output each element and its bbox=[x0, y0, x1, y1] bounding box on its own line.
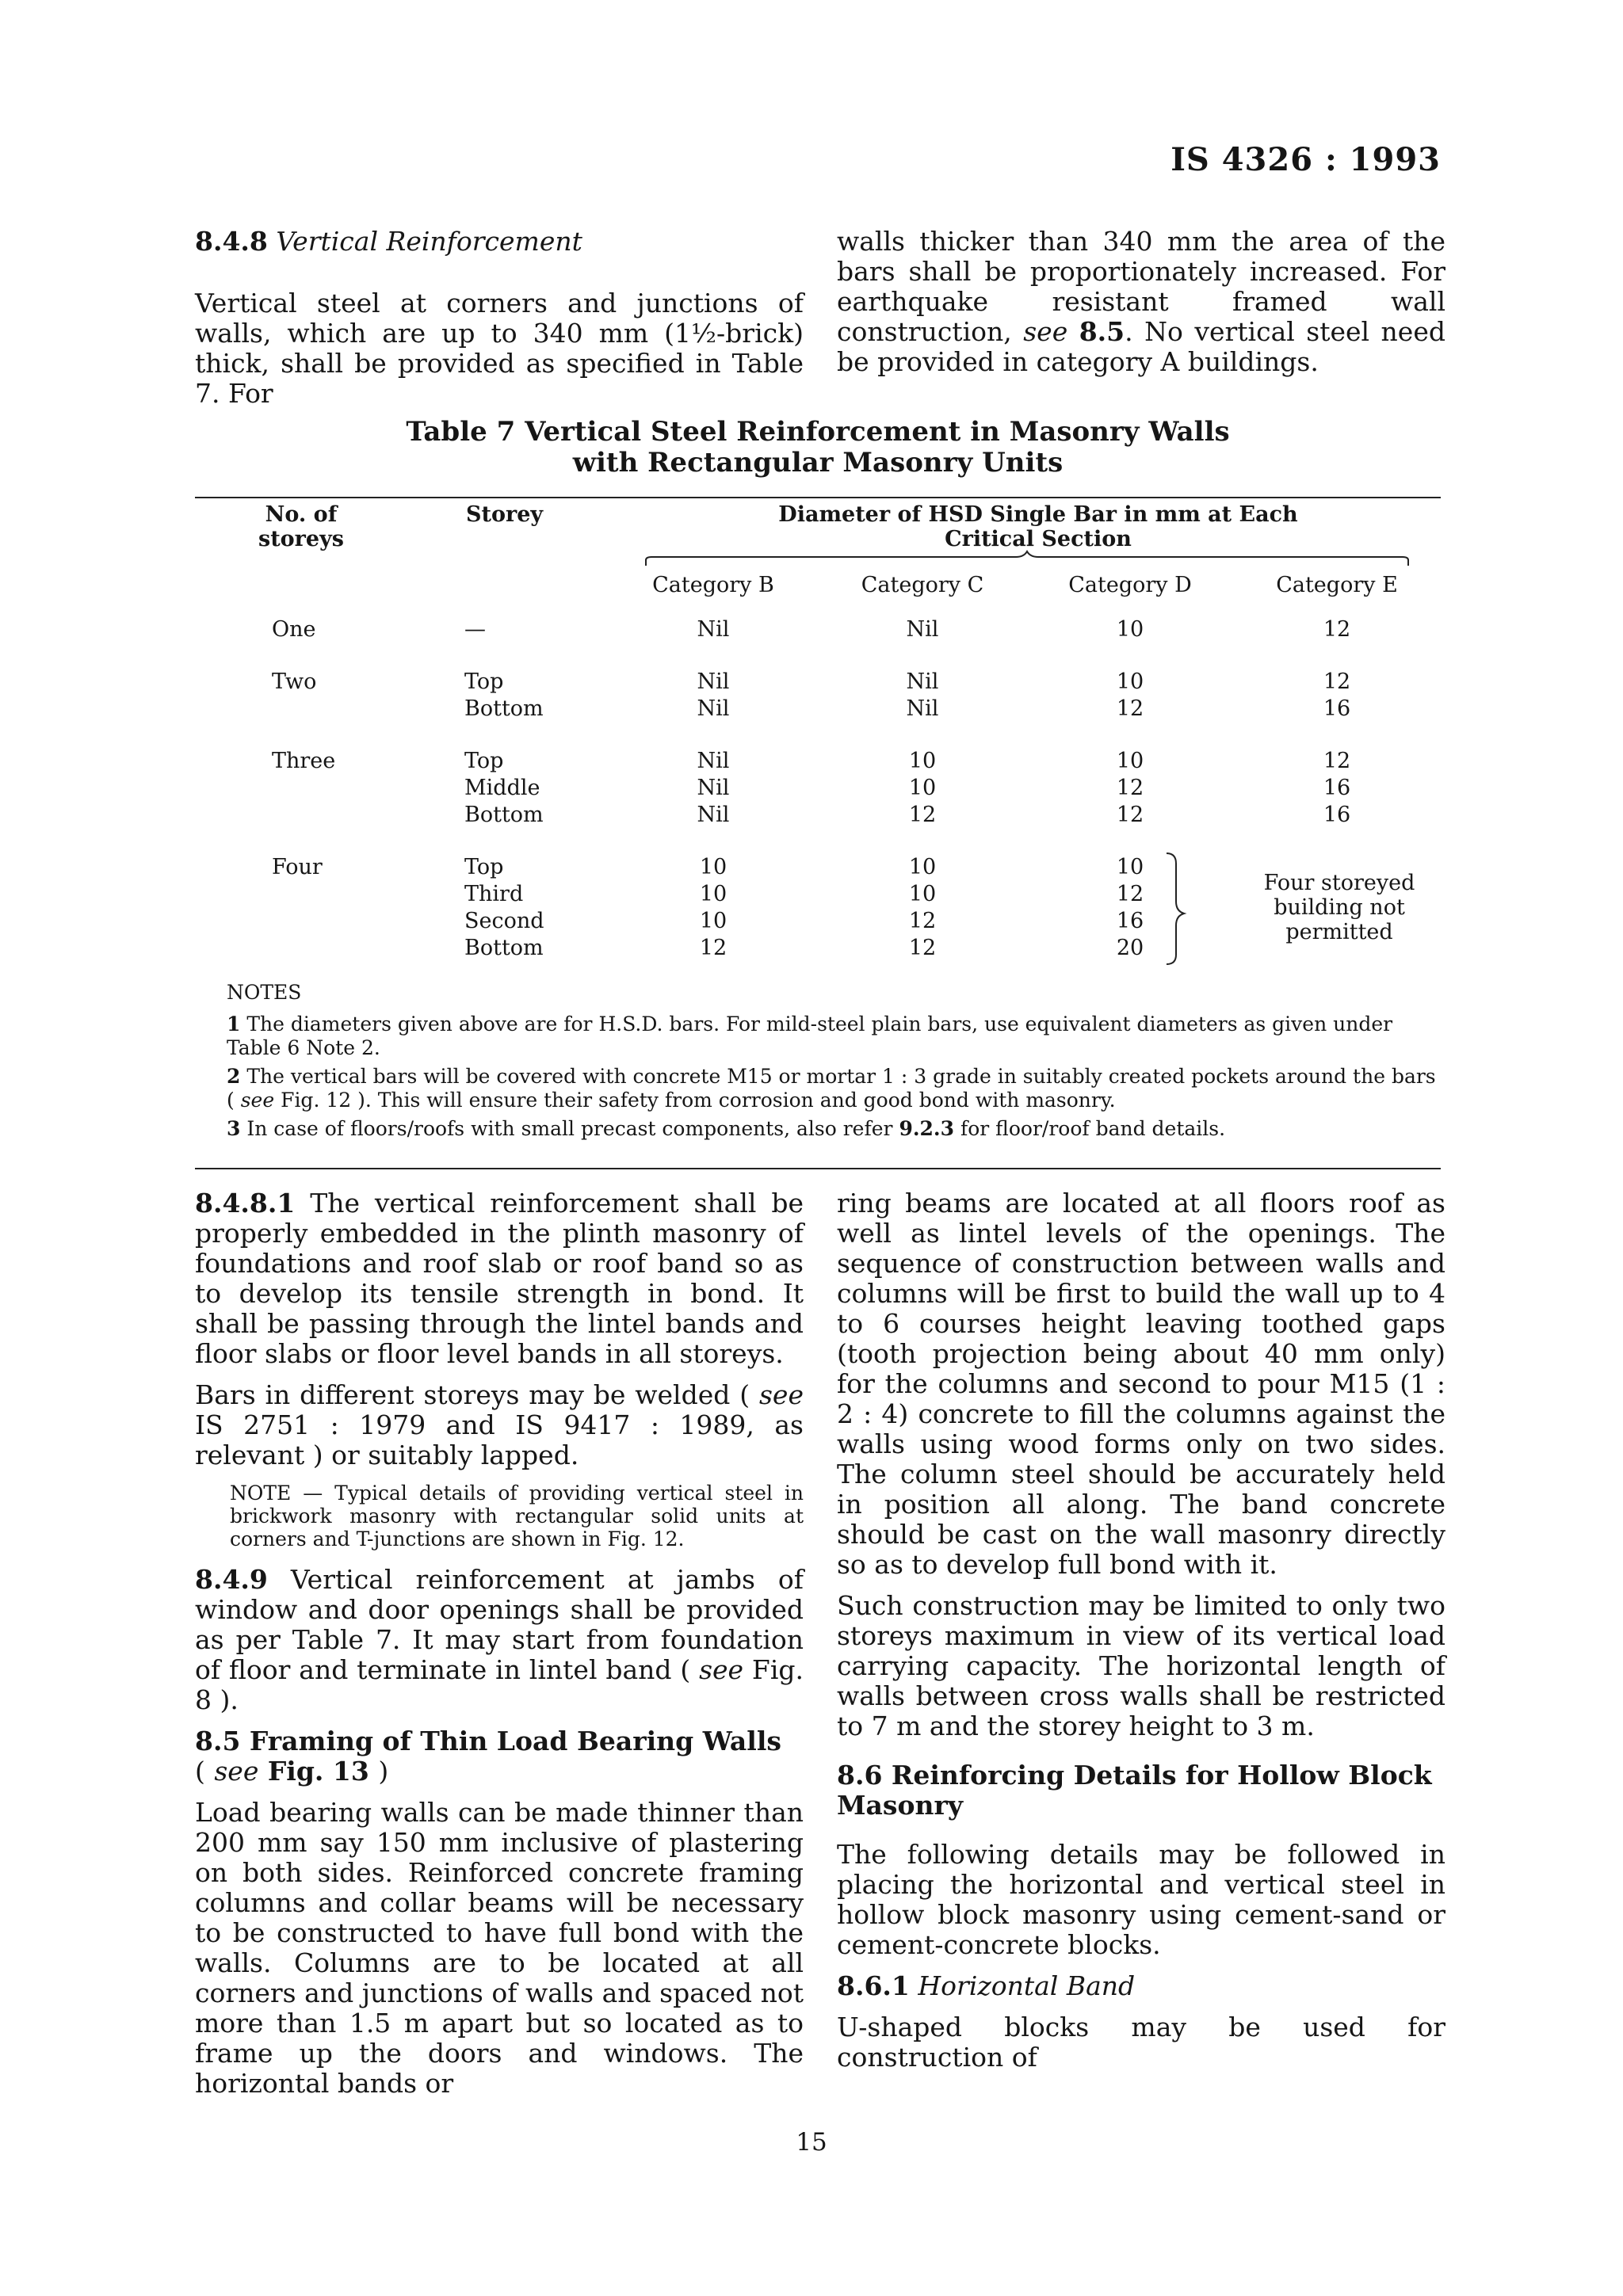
note-1: 1 The diameters given above are for H.S.D. bars. For mild-steel plain bars, use equivalent diameters as given under Table 6 Note 2. bbox=[227, 1013, 1393, 1059]
column-header-category-b: Category B bbox=[652, 573, 774, 597]
paragraph: ring beams are located at all floors roof as well as lintel levels of the openings. The sequence of construction between walls and columns will be first to build the wall up to 4 to 6 courses height leaving toothed gaps (tooth projection being about 40 mm only) for the columns and second to pour M15 (1 : 2 : 4) concrete to fill the columns against the walls using wood forms only on two sides. The column steel should be accurately held in position all along. The band concrete should be cast on the wall masonry directly so as to develop full bond with it. bbox=[837, 1188, 1445, 1580]
table-notes bbox=[227, 981, 1441, 1146]
table-bottom-rule bbox=[195, 1168, 1441, 1169]
section-title: Vertical Reinforcement bbox=[276, 226, 582, 257]
bottom-right-column bbox=[837, 1188, 1445, 2084]
top-left-column bbox=[195, 227, 804, 437]
four-storey-not-permitted-note: Four storeyed building not permitted bbox=[1263, 871, 1415, 944]
column-header-category-c: Category C bbox=[861, 573, 984, 597]
see-reference: see bbox=[1023, 316, 1068, 347]
document-standard-number: IS 4326 : 1993 bbox=[1170, 141, 1441, 178]
paragraph: U-shaped blocks may be used for construction of bbox=[837, 2012, 1445, 2073]
paragraph-8-4-9: 8.4.9 Vertical reinforcement at jambs of window and door openings shall be provided as per Table 7. It may start from foundation of floor and terminate in lintel band ( see Fig. 8 ). bbox=[195, 1564, 804, 1715]
paragraph: Bars in different storeys may be welded ( see IS 2751 : 1979 and IS 9417 : 1989, as relevant ) or suitably lapped. bbox=[195, 1379, 804, 1470]
page-number: 15 bbox=[796, 2128, 827, 2157]
section-8-6-1-heading: 8.6.1 Horizontal Band bbox=[837, 1970, 1136, 2001]
paragraph: Vertical steel at corners and junctions of walls, which are up to 340 mm (1½-brick) thick, shall be provided as specified in Table 7. For bbox=[195, 288, 804, 409]
column-header-diameter: Diameter of HSD Single Bar in mm at Each Critical Section bbox=[778, 502, 1298, 551]
section-8-6-heading: 8.6 Reinforcing Details for Hollow Block Masonry bbox=[837, 1760, 1432, 1821]
paragraph: Such construction may be limited to only two storeys maximum in view of its vertical load carrying capacity. The horizontal length of walls between cross walls shall be restricted to 7 m and the storey height to 3 m. bbox=[837, 1590, 1445, 1741]
paragraph: The following details may be followed in placing the horizontal and vertical steel in hollow block masonry using cement-sand or cement-concrete blocks. bbox=[837, 1839, 1445, 1960]
top-right-column bbox=[837, 227, 1445, 406]
section-8-4-8-heading bbox=[195, 227, 804, 257]
column-header-category-d: Category D bbox=[1068, 573, 1192, 597]
table-7-title: Table 7 Vertical Steel Reinforcement in Masonry Walls with Rectangular Masonry Units bbox=[406, 416, 1230, 479]
note-2: 2 The vertical bars will be covered with concrete M15 or mortar 1 : 3 grade in suitably created pockets around the bars ( see Fig. 12 ). This will ensure their safety from corrosion and good bond with masonry. bbox=[227, 1065, 1436, 1112]
section-number: 8.4.8 bbox=[195, 226, 268, 257]
column-header-category-e: Category E bbox=[1276, 573, 1398, 597]
notes-title: NOTES bbox=[227, 981, 302, 1004]
column-header-no-of-storeys: No. of storeys bbox=[258, 502, 344, 551]
paragraph-8-4-8-1: 8.4.8.1 The vertical reinforcement shall be properly embedded in the plinth masonry of foundations and roof slab or roof band so as to develop its tensile strength in bond. It shall be passing through the lintel bands and floor slabs or floor level bands in all storeys. bbox=[195, 1188, 804, 1369]
paragraph: Load bearing walls can be made thinner than 200 mm say 150 mm inclusive of plastering on both sides. Reinforced concrete framing columns and collar beams will be necessary to be constructed to have full bond with the walls. Columns are to be located at all corners and junctions of walls and spaced not more than 1.5 m apart but so located as to frame up the doors and windows. The horizontal bands or bbox=[195, 1797, 804, 2099]
table-top-rule bbox=[195, 497, 1441, 498]
section-reference: 8.5 bbox=[1079, 316, 1125, 347]
column-header-storey: Storey bbox=[466, 502, 544, 527]
section-8-5-heading: 8.5 Framing of Thin Load Bearing Walls ( see Fig. 13 ) bbox=[195, 1726, 781, 1787]
paragraph: walls thicker than 340 mm the area of the bars shall be proportionately increased. For earthquake resistant framed wall construction, see 8.5. No vertical steel need be provided in category A buildings. bbox=[837, 226, 1445, 377]
bottom-left-column bbox=[195, 1188, 804, 2110]
note: NOTE — Typical details of providing vertical steel in brickwork masonry with rectangular solid units at corners and T-junctions are shown in Fig. 12. bbox=[230, 1482, 804, 1550]
note-3: 3 In case of floors/roofs with small precast components, also refer 9.2.3 for floor/roof band details. bbox=[227, 1117, 1226, 1140]
